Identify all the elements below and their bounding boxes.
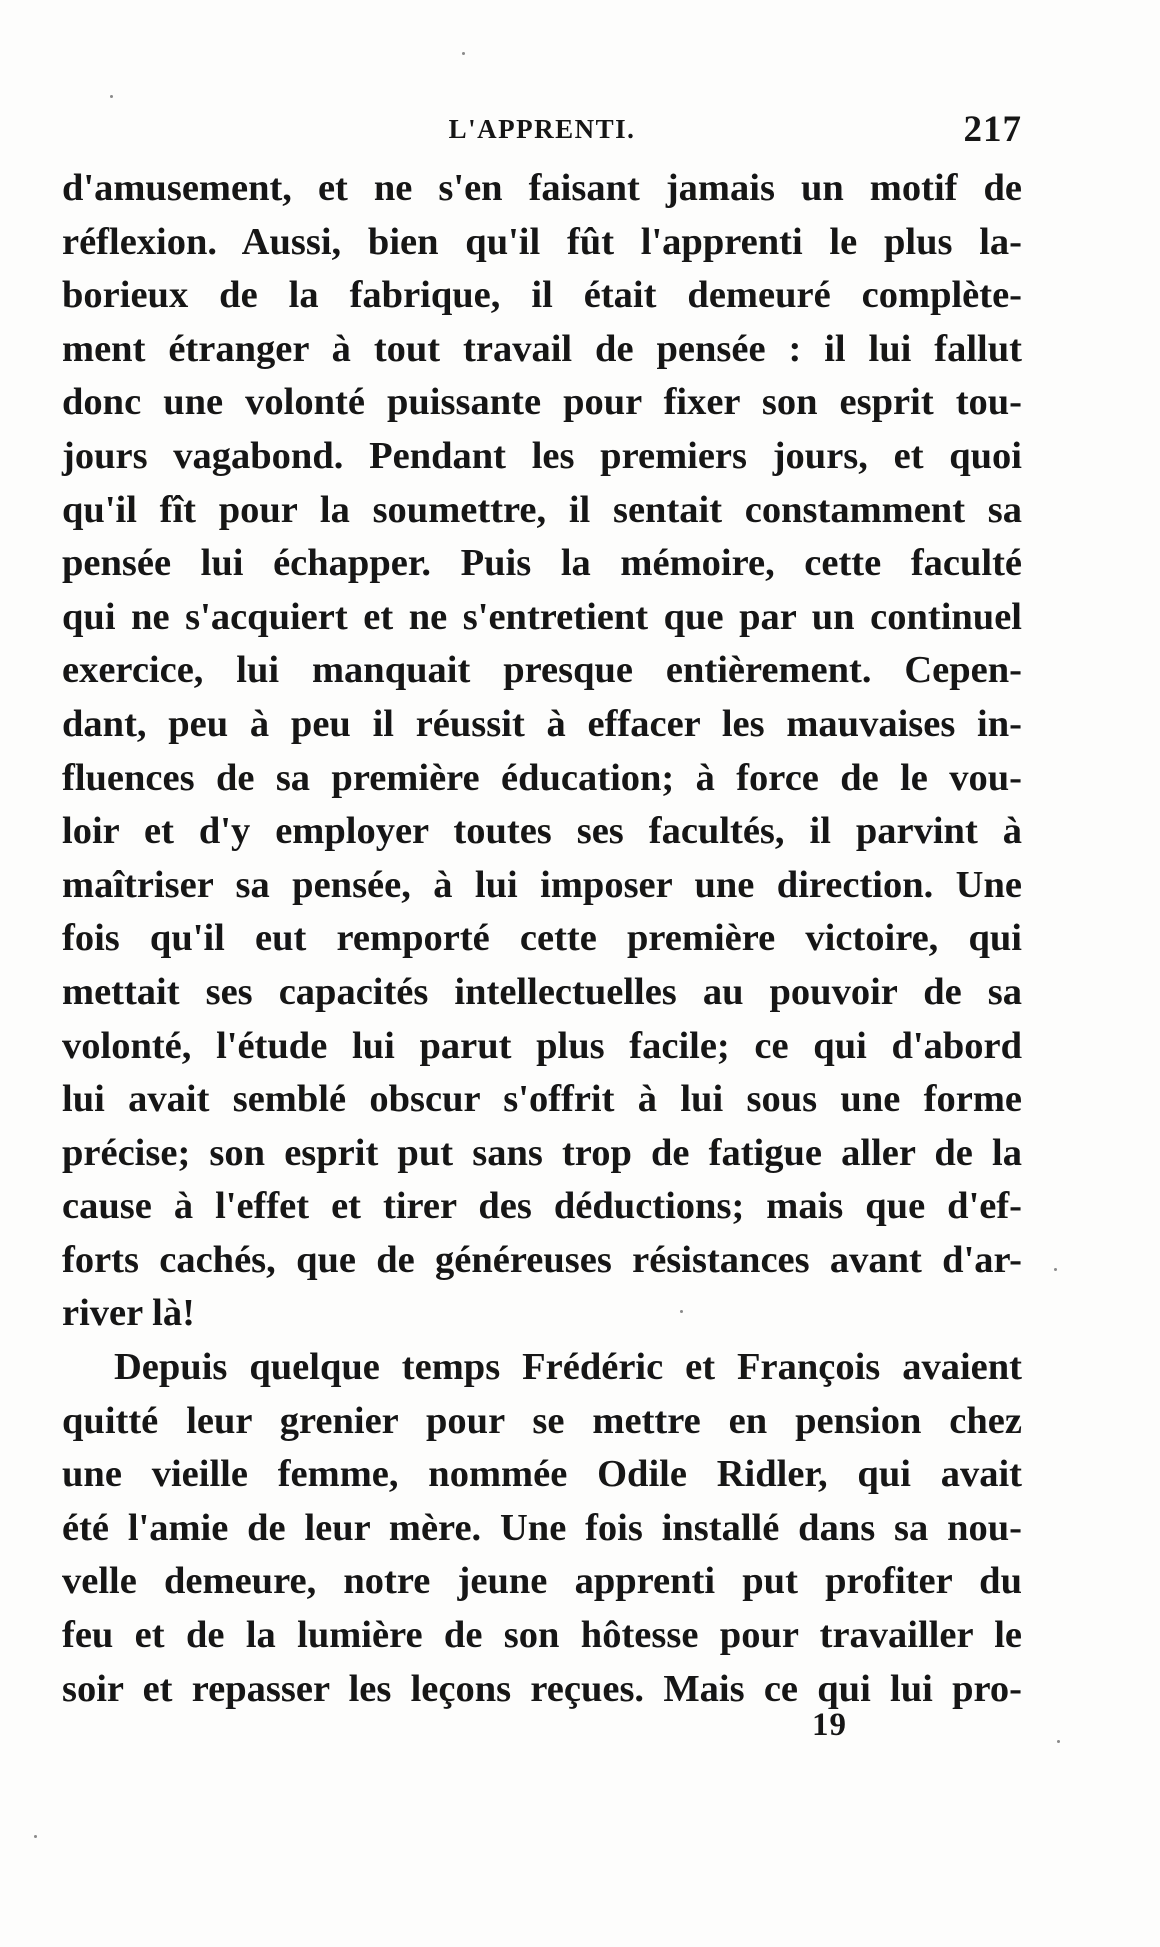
text-line: forts cachés, que de généreuses résistances avant d'ar- [62, 1238, 1022, 1281]
text-line: maîtriser sa pensée, à lui imposer une direction. Une [62, 863, 1022, 906]
text-line: jours vagabond. Pendant les premiers jours, et quoi [62, 434, 1022, 477]
text-line: pensée lui échapper. Puis la mémoire, cette faculté [62, 542, 1022, 585]
text-line: d'amusement, et ne s'en faisant jamais un motif de [62, 167, 1022, 209]
text-line: été l'amie de leur mère. Une fois installé dans sa nou- [62, 1506, 1022, 1549]
text-line: volonté, l'étude lui parut plus facile; ce qui d'abord [62, 1024, 1022, 1067]
print-speck [1057, 1740, 1060, 1743]
paragraph-start-line: Depuis quelque temps Frédéric et François avaient [114, 1346, 1022, 1389]
print-speck [462, 52, 465, 55]
print-speck [34, 1835, 37, 1838]
print-speck [110, 95, 113, 98]
text-line: feu et de la lumière de son hôtesse pour travailler le [62, 1614, 1022, 1657]
text-line: borieux de la fabrique, il était demeuré complète- [62, 274, 1022, 317]
text-line: velle demeure, notre jeune apprenti put profiter du [62, 1560, 1022, 1603]
text-line: qui ne s'acquiert et ne s'entretient que par un continuel [62, 595, 1022, 638]
text-line: cause à l'effet et tirer des déductions; mais que d'ef- [62, 1185, 1022, 1228]
text-line: une vieille femme, nommée Odile Ridler, qui avait [62, 1453, 1022, 1496]
text-line: fluences de sa première éducation; à force de le vou- [62, 756, 1022, 799]
print-speck [680, 1310, 683, 1313]
text-line: donc une volonté puissante pour fixer son esprit tou- [62, 381, 1022, 424]
running-title: L'APPRENTI. [448, 114, 636, 144]
text-line: quitté leur grenier pour se mettre en pension chez [62, 1399, 1022, 1442]
print-speck [1054, 1268, 1057, 1271]
text-line: lui avait semblé obscur s'offrit à lui sous une forme [62, 1078, 1022, 1121]
text-line: réflexion. Aussi, bien qu'il fût l'apprenti le plus la- [62, 220, 1022, 263]
text-line: mettait ses capacités intellectuelles au pouvoir de sa [62, 970, 1022, 1013]
text-line: qu'il fît pour la soumettre, il sentait constamment sa [62, 488, 1022, 531]
text-line: dant, peu à peu il réussit à effacer les mauvaises in- [62, 702, 1022, 745]
text-line: exercice, lui manquait presque entièrement. Cepen- [62, 649, 1022, 692]
body-text [62, 162, 1022, 1716]
paragraph-end-line: river là! [62, 1292, 195, 1335]
signature-mark: 19 [812, 1707, 847, 1743]
text-line: fois qu'il eut remporté cette première victoire, qui [62, 917, 1022, 960]
running-head [62, 108, 1022, 152]
text-line: soir et repasser les leçons reçues. Mais ce qui lui pro- [62, 1667, 1022, 1710]
text-line: ment étranger à tout travail de pensée : il lui fallut [62, 327, 1022, 370]
text-line: loir et d'y employer toutes ses facultés, il parvint à [62, 810, 1022, 853]
page-number: 217 [963, 109, 1022, 150]
text-line: précise; son esprit put sans trop de fatigue aller de la [62, 1131, 1022, 1174]
